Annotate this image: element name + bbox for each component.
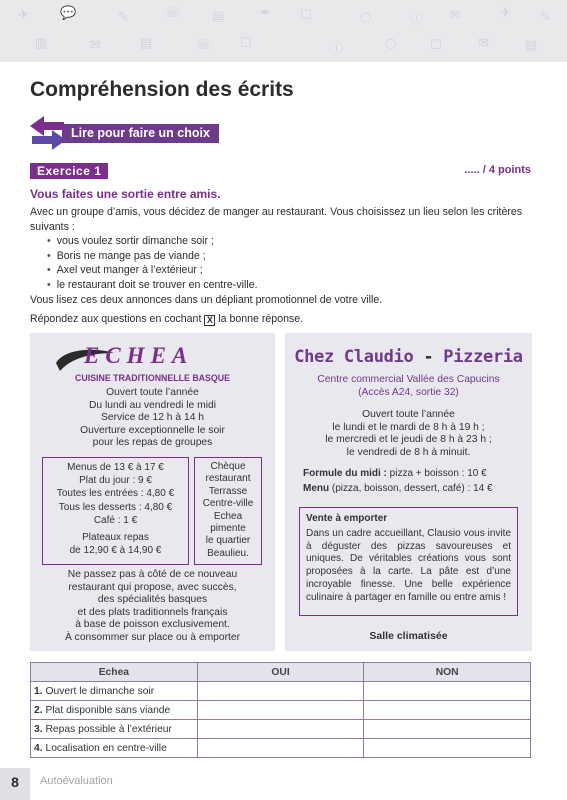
table-header-row (31, 663, 531, 682)
claudio-footer: Salle climatisée (369, 630, 448, 642)
header-pattern-band (0, 0, 567, 62)
takeaway-title: Vente à emporter (306, 513, 388, 524)
non-answer-cell[interactable] (364, 682, 531, 701)
bubble-icon: ○ (360, 10, 372, 25)
bubble-icon: ☐ (430, 38, 442, 53)
table-row (31, 701, 531, 720)
echea-extras-box: Chèque restaurant Terrasse Centre-ville Echea pimente le quartier Beaulieu. (194, 457, 262, 565)
chat-bubble-icon: 💬 (60, 6, 77, 21)
takeaway-text: Dans un cadre accueillant, Clausio vous invite à déguster des pizzas savoureuses et uniques. De véritables créations vous sont proposées à la carte. La pâte est d’une incroyable finesse. Une belle expérience culinaire à partager en famille ou entre amis ! (306, 527, 511, 603)
exercise-label: Exercice 1 (30, 163, 108, 179)
non-answer-cell[interactable] (364, 720, 531, 739)
non-answer-cell[interactable] (364, 739, 531, 758)
chat-icon: ☐ (300, 8, 312, 23)
info-icon: ⓘ (410, 12, 424, 27)
question-cell: 1. Ouvert le dimanche soir (31, 682, 198, 701)
document-icon: ▤ (212, 9, 225, 24)
speech-icon: ☏ (165, 6, 182, 21)
claudio-menu: Menu (pizza, boisson, dessert, café) : 14 € (303, 483, 493, 494)
question-cell: 3. Repas possible à l’extérieur (31, 720, 198, 739)
document-icon: ▤ (525, 38, 538, 53)
footer-label: Autoévaluation (40, 775, 113, 787)
list-item: • le restaurant doit se trouver en centre-ville. (47, 278, 530, 293)
pencil-icon: ✎ (118, 10, 129, 25)
info-icon: ⓘ (330, 42, 344, 57)
phone-icon: ☏ (195, 38, 212, 53)
envelope-icon: ✉ (450, 8, 461, 23)
mail-icon: ✉ (90, 38, 101, 53)
column-header: OUI (197, 663, 364, 682)
table-row (31, 682, 531, 701)
oui-answer-cell[interactable] (197, 720, 364, 739)
echea-opening-hours: Ouvert toute l’année Du lundi au vendredi le midi Service de 12 h à 14 h Ouverture exceptionnelle le soir pour les repas de groupes (80, 387, 225, 449)
pencil-icon: ✎ (540, 10, 551, 25)
answer-table (30, 662, 531, 758)
intro-text: Avec un groupe d’amis, vous décidez de manger au restaurant. Vous choisissez un lieu selon les critères suivants : (30, 206, 523, 233)
page-number: 8 (0, 768, 30, 800)
question-cell: 4. Localisation en centre-ville (31, 739, 198, 758)
exercise-subtitle: Vous faites une sortie entre amis. (30, 187, 221, 201)
column-header: Echea (31, 663, 198, 682)
oui-answer-cell[interactable] (197, 739, 364, 758)
exercise-instructions (30, 205, 530, 327)
echea-advert (30, 333, 275, 651)
non-answer-cell[interactable] (364, 701, 531, 720)
takeaway-box (299, 507, 518, 616)
table-row (31, 720, 531, 739)
answer-instruction: Répondez aux questions en cochant X la bonne réponse. (30, 313, 304, 326)
claudio-advert (285, 333, 532, 651)
criteria-list (30, 234, 530, 292)
claudio-formula: Formule du midi : pizza + boisson : 10 € (303, 468, 487, 479)
points-score: ..... / 4 points (464, 164, 531, 176)
list-item: • Boris ne mange pas de viande ; (47, 249, 530, 264)
oui-answer-cell[interactable] (197, 701, 364, 720)
plane-icon: ✈ (500, 6, 511, 21)
list-item: • Axel veut manger à l’extérieur ; (47, 263, 530, 278)
paper-plane-icon: ✈ (18, 8, 29, 23)
document-icon: ▤ (140, 36, 153, 51)
context-text: Vous lisez ces deux annonces dans un dépliant promotionnel de votre ville. (30, 293, 383, 306)
echea-subtitle: CUISINE TRADITIONNELLE BASQUE (75, 373, 230, 383)
claudio-address: Centre commercial Vallée des Capucins (Accès A24, sortie 32) (317, 374, 500, 398)
oui-answer-cell[interactable] (197, 682, 364, 701)
question-cell: 2. Plat disponible sans viande (31, 701, 198, 720)
claudio-opening-hours: Ouvert toute l’année le lundi et le mardi de 8 h à 19 h ; le mercredi et le jeudi de 8 h à 23 h ; le vendredi de 8 h à minuit. (325, 409, 492, 458)
speech-icon: ○ (385, 36, 397, 51)
echea-name: ECHEA (84, 343, 194, 368)
chat-icon: ☐ (240, 36, 252, 51)
echea-menu-box: Menus de 13 € à 17 € Plat du jour : 9 € Toutes les entrées : 4,80 € Tous les desserts : 4,80 € Café : 1 € Plateaux repas de 12,90 € à 14,90 € (42, 457, 189, 565)
envelope-icon: ✉ (478, 36, 489, 51)
checkbox-sample: X (204, 315, 215, 326)
table-row (31, 739, 531, 758)
page-title: Compréhension des écrits (30, 78, 294, 101)
pen-icon: ✒ (260, 6, 271, 21)
list-item: • vous voulez sortir dimanche soir ; (47, 234, 530, 249)
claudio-name: Chez Claudio - Pizzeria (294, 347, 523, 367)
column-header: NON (364, 663, 531, 682)
book-icon: ▥ (35, 36, 48, 51)
echea-description: Ne passez pas à côté de ce nouveau restaurant qui propose, avec succès, des spécialités basques et des plats traditionnels français à base de poisson exclusivement. À consommer sur place ou à emporter (64, 569, 241, 643)
section-label: Lire pour faire un choix (62, 124, 219, 143)
double-arrow-icon (30, 116, 66, 150)
